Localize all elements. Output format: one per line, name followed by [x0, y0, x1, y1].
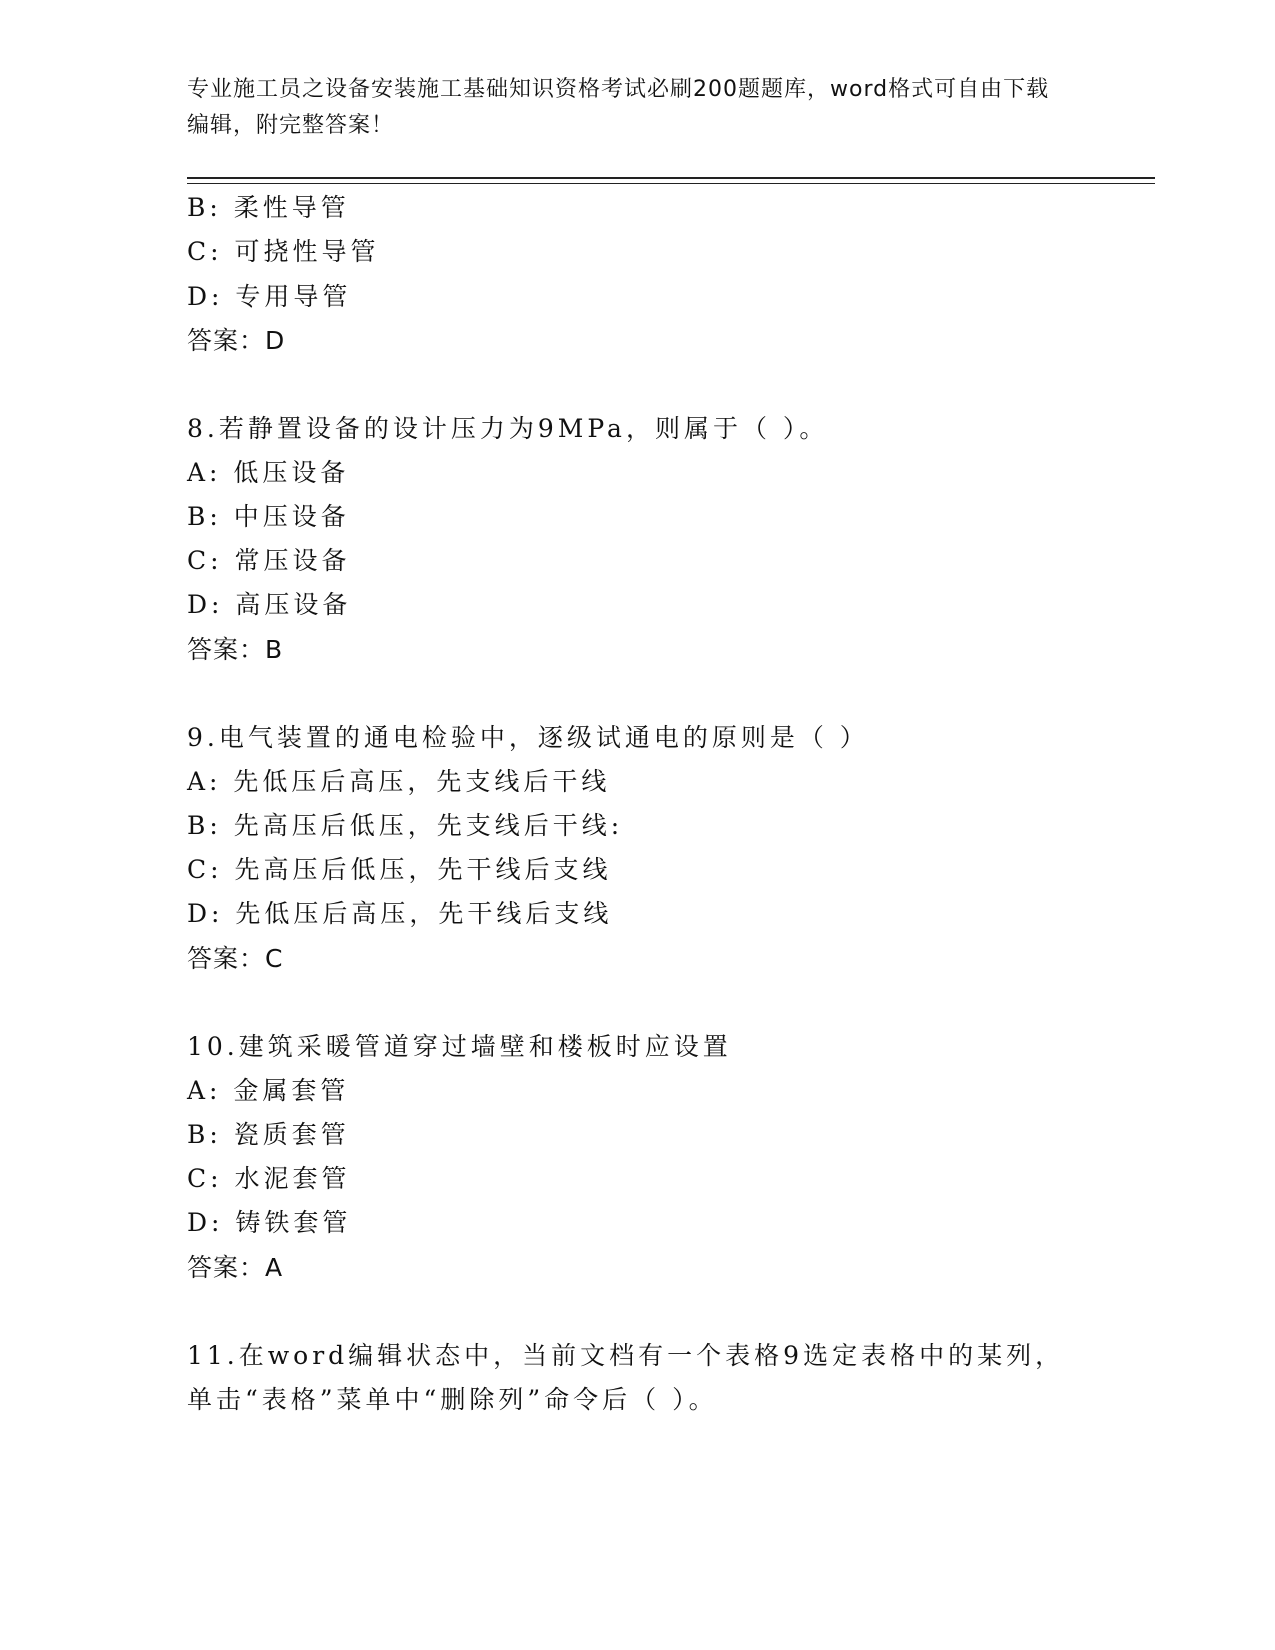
q11-question-line1: 11.在word编辑状态中，当前文档有一个表格9选定表格中的某列，	[187, 1341, 1065, 1370]
q10-option-d: D: 铸铁套管	[187, 1208, 352, 1237]
q9-option-c: C: 先高压后低压，先干线后支线	[187, 855, 612, 884]
q7-option-b: B: 柔性导管	[187, 193, 350, 222]
q9-question: 9.电气装置的通电检验中，逐级试通电的原则是（ ）	[187, 723, 869, 752]
q9-option-b: B: 先高压后低压，先支线后干线:	[187, 811, 624, 840]
q10-option-b: B: 瓷质套管	[187, 1120, 350, 1149]
q8-answer: 答案：B	[187, 635, 284, 664]
q10-answer: 答案：A	[187, 1253, 284, 1282]
header-rule-thin	[187, 183, 1155, 184]
q10-question: 10.建筑采暖管道穿过墙壁和楼板时应设置	[187, 1032, 732, 1061]
q8-option-d: D: 高压设备	[187, 590, 352, 619]
document-header: 专业施工员之设备安装施工基础知识资格考试必刷200题题库，word格式可自由下载编辑，附完整答案！	[187, 77, 1050, 138]
header-rule-thick	[187, 177, 1155, 179]
q7-answer: 答案：D	[187, 326, 286, 355]
q8-option-b: B: 中压设备	[187, 502, 350, 531]
q11-question-line2: 单击“表格”菜单中“删除列”命令后（ ）。	[187, 1385, 718, 1414]
q10-option-a: A: 金属套管	[187, 1076, 350, 1105]
q8-option-a: A: 低压设备	[187, 458, 350, 487]
q8-option-c: C: 常压设备	[187, 546, 351, 575]
q9-option-d: D: 先低压后高压，先干线后支线	[187, 899, 613, 928]
q9-answer: 答案：C	[187, 944, 284, 973]
q7-option-d: D: 专用导管	[187, 282, 352, 311]
q9-option-a: A: 先低压后高压，先支线后干线	[187, 767, 611, 796]
q7-option-c: C: 可挠性导管	[187, 237, 380, 266]
q8-question: 8.若静置设备的设计压力为9MPa，则属于（ ）。	[187, 414, 829, 443]
q10-option-c: C: 水泥套管	[187, 1164, 351, 1193]
